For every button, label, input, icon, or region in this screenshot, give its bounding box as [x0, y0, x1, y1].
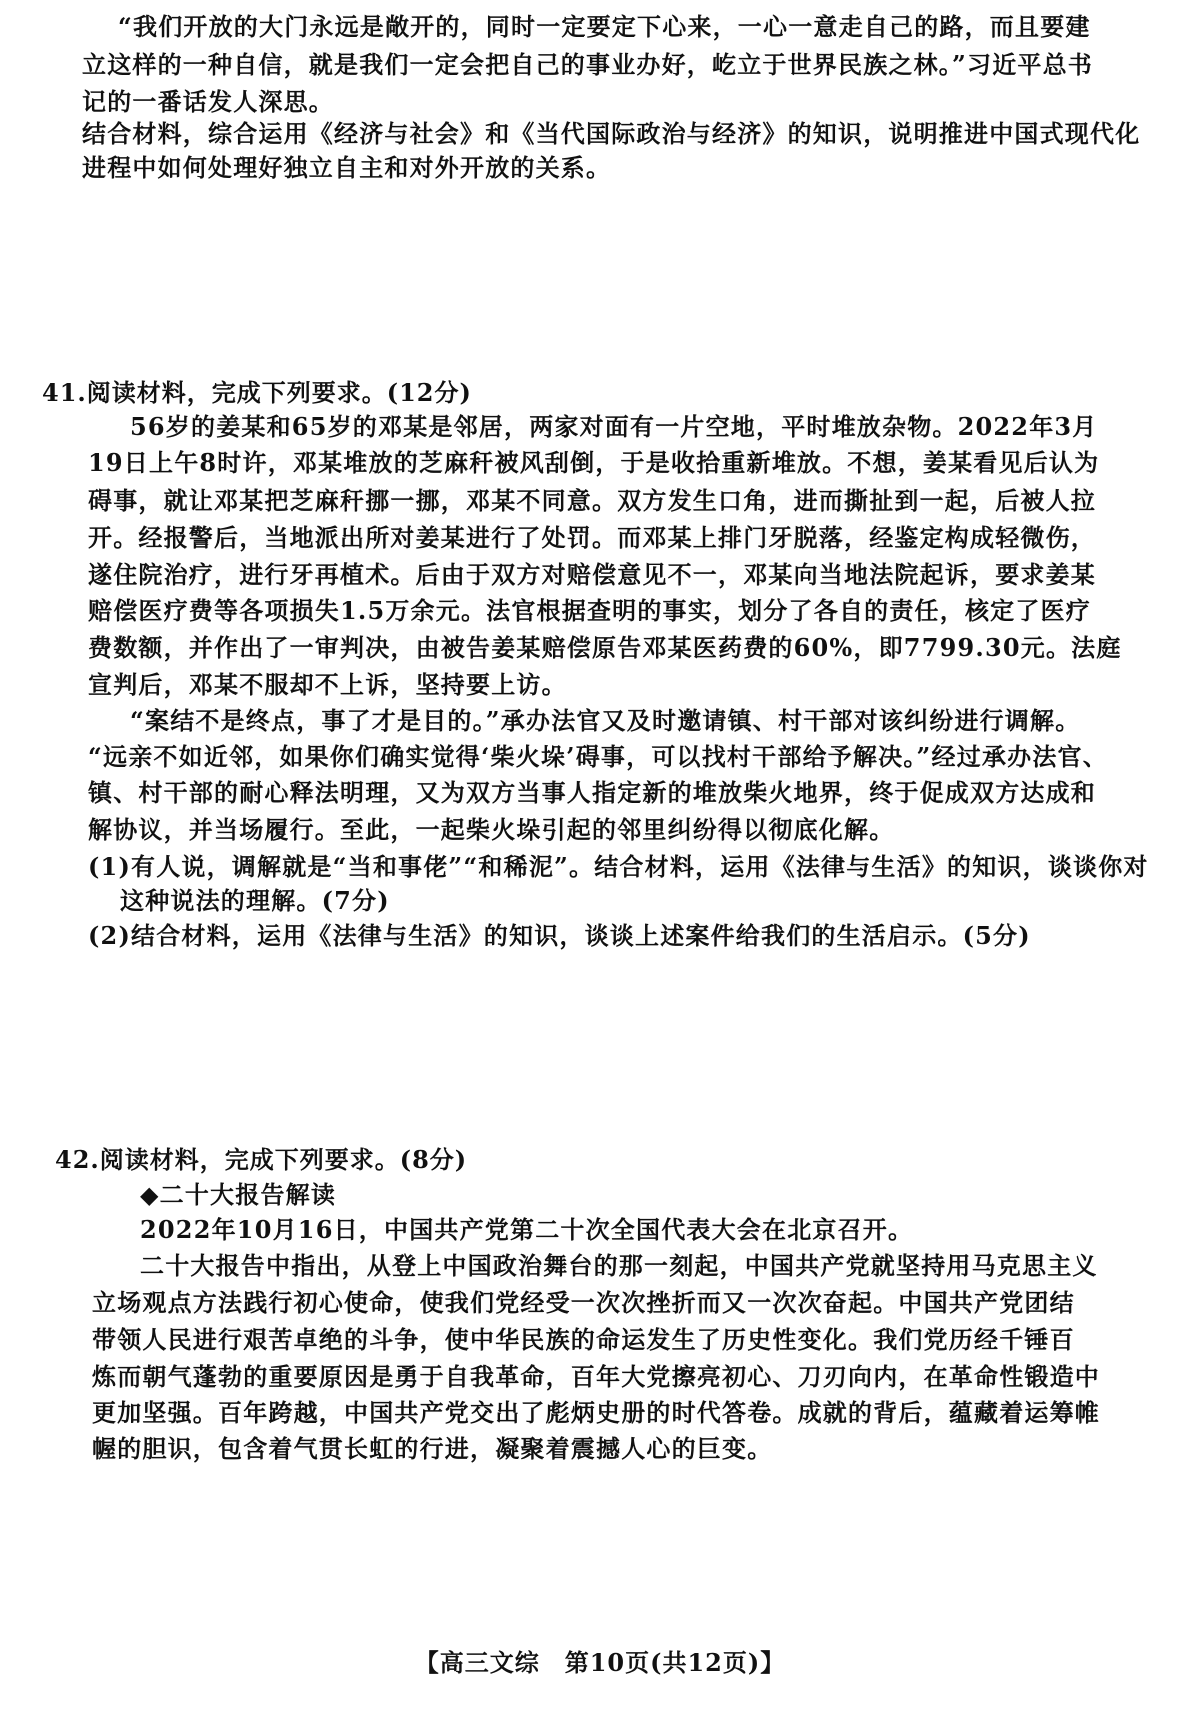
intro-line-3: 记的一番话发人深思。: [82, 87, 334, 116]
page-footer: 【高三文综 第10页(共12页)】: [414, 1648, 786, 1677]
q42-section-title: ◆二十大报告解读: [140, 1180, 337, 1209]
q42-line-6: 更加坚强。百年跨越，中国共产党交出了彪炳史册的时代答卷。成就的背后，蕴藏着运筹帷: [92, 1398, 1100, 1427]
intro-line-5: 进程中如何处理好独立自主和对外开放的关系。: [82, 153, 612, 182]
q41-line-4: 开。经报警后，当地派出所对姜某进行了处罚。而邓某上排门牙脱落，经鉴定构成轻微伤，: [88, 523, 1096, 552]
question-41-heading: 41.阅读材料，完成下列要求。(12分): [42, 378, 472, 407]
q41-line-6: 赔偿医疗费等各项损失1.5万余元。法官根据查明的事实，划分了各自的责任，核定了医疗: [88, 596, 1091, 625]
q42-line-5: 炼而朝气蓬勃的重要原因是勇于自我革命，百年大党擦亮初心、刀刃向内，在革命性锻造中: [92, 1362, 1100, 1391]
q42-line-2: 二十大报告中指出，从登上中国政治舞台的那一刻起，中国共产党就坚持用马克思主义: [140, 1251, 1098, 1280]
q41-line-1: 56岁的姜某和65岁的邓某是邻居，两家对面有一片空地，平时堆放杂物。2022年3月: [130, 412, 1098, 441]
q41-line-5: 遂住院治疗，进行牙再植术。后由于双方对赔偿意见不一，邓某向当地法院起诉，要求姜某: [88, 560, 1096, 589]
q42-line-7: 幄的胆识，包含着气贯长虹的行进，凝聚着震撼人心的巨变。: [92, 1434, 773, 1463]
q41-line-3: 碍事，就让邓某把芝麻秆挪一挪，邓某不同意。双方发生口角，进而撕扯到一起，后被人拉: [88, 486, 1096, 515]
q41-subquestion-1-cont: 这种说法的理解。(7分): [120, 886, 390, 915]
q41-line-8: 宣判后，邓某不服却不上诉，坚持要上访。: [88, 670, 567, 699]
q41-line-11: 镇、村干部的耐心释法明理，又为双方当事人指定新的堆放柴火地界，终于促成双方达成和: [88, 778, 1096, 807]
q42-line-1: 2022年10月16日，中国共产党第二十次全国代表大会在北京召开。: [140, 1215, 914, 1244]
q41-line-2: 19日上午8时许，邓某堆放的芝麻秆被风刮倒，于是收拾重新堆放。不想，姜某看见后认为: [88, 448, 1100, 477]
q42-line-3: 立场观点方法践行初心使命，使我们党经受一次次挫折而又一次次奋起。中国共产党团结: [92, 1288, 1075, 1317]
q41-line-10: “远亲不如近邻，如果你们确实觉得‘柴火垛’碍事，可以找村干部给予解决。”经过承办法官、: [88, 742, 1108, 771]
q41-line-9: “案结不是终点，事了才是目的。”承办法官又及时邀请镇、村干部对该纠纷进行调解。: [130, 706, 1081, 735]
q41-subquestion-2: (2)结合材料，运用《法律与生活》的知识，谈谈上述案件给我们的生活启示。(5分): [88, 921, 1031, 950]
q42-line-4: 带领人民进行艰苦卓绝的斗争，使中华民族的命运发生了历史性变化。我们党历经千锤百: [92, 1325, 1075, 1354]
q41-line-12: 解协议，并当场履行。至此，一起柴火垛引起的邻里纠纷得以彻底化解。: [88, 815, 895, 844]
intro-line-1: “我们开放的大门永远是敞开的，同时一定要定下心来，一心一意走自己的路，而且要建: [118, 12, 1091, 41]
q41-subquestion-1: (1)有人说，调解就是“当和事佬”“和稀泥”。结合材料，运用《法律与生活》的知识，谈谈你对: [88, 852, 1149, 881]
q41-line-7: 费数额，并作出了一审判决，由被告姜某赔偿原告邓某医药费的60%，即7799.30元。法庭: [88, 633, 1122, 662]
intro-line-2: 立这样的一种自信，就是我们一定会把自己的事业办好，屹立于世界民族之林。”习近平总书: [82, 50, 1094, 79]
question-42-heading: 42.阅读材料，完成下列要求。(8分): [55, 1145, 468, 1174]
intro-line-4: 结合材料，综合运用《经济与社会》和《当代国际政治与经济》的知识，说明推进中国式现代化: [82, 119, 1141, 148]
